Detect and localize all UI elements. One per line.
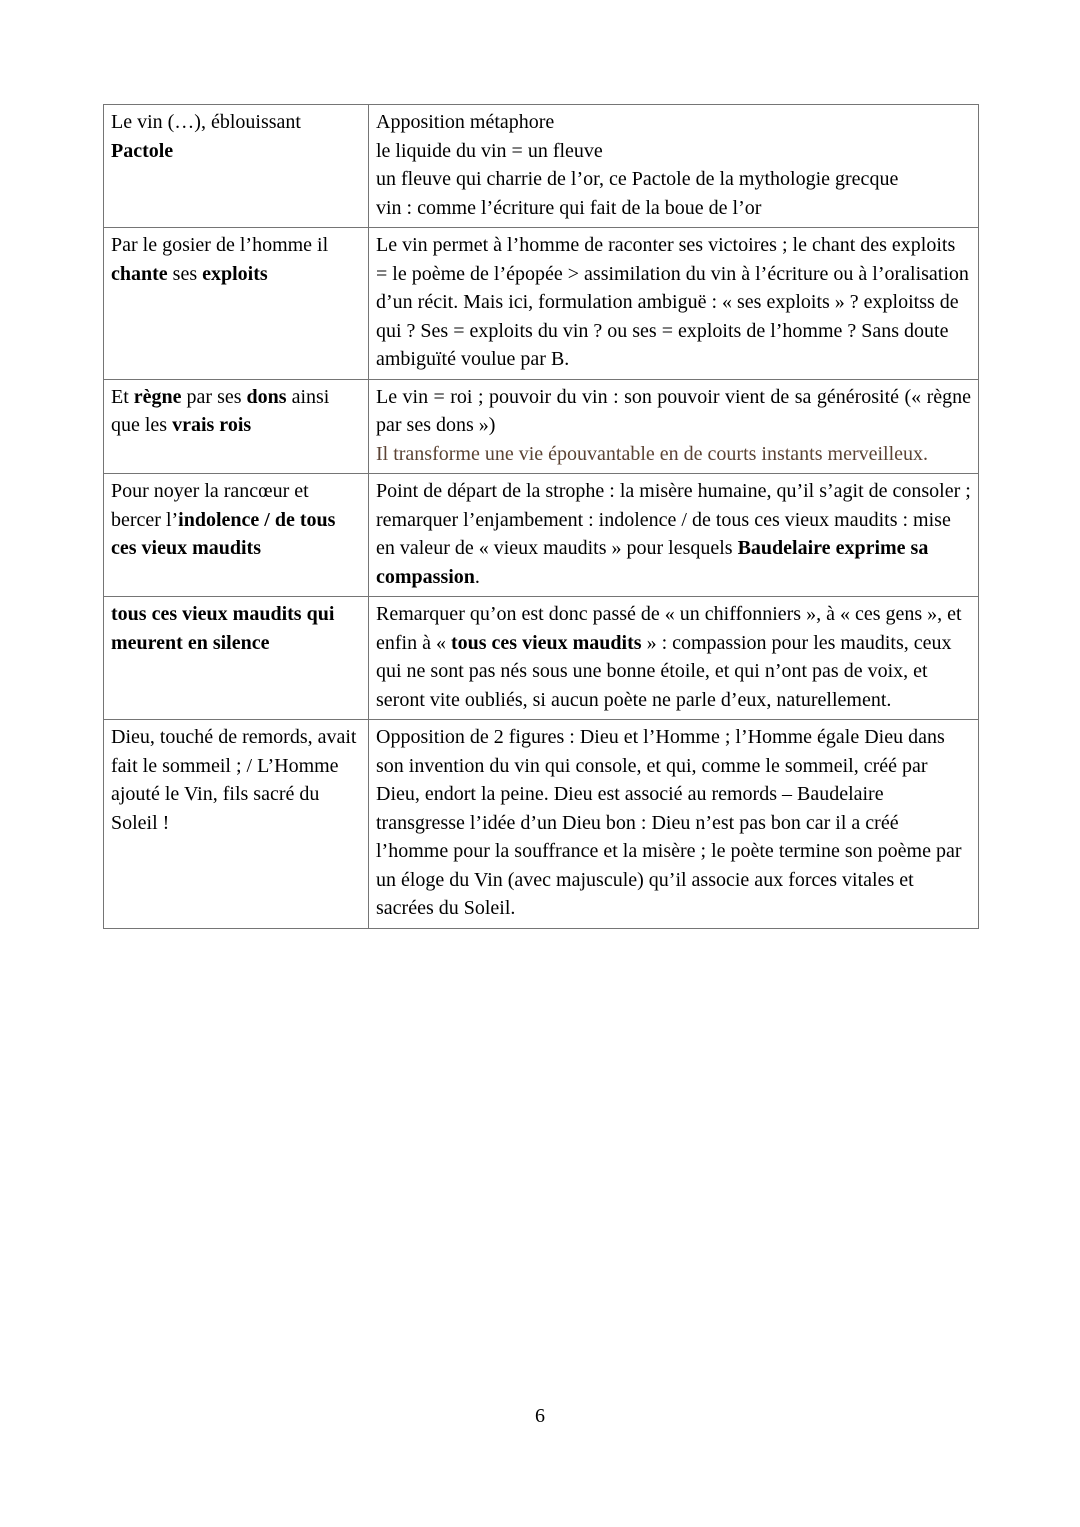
paragraph	[111, 231, 361, 288]
paragraph	[376, 137, 971, 166]
paragraph	[111, 383, 361, 440]
bold-text: Baudelaire exprime sa compassion	[376, 537, 929, 588]
bold-text: tous ces vieux maudits qui meurent en silence	[111, 603, 335, 654]
quote-cell	[104, 228, 369, 380]
analysis-cell	[369, 474, 979, 597]
text: Le vin (…), éblouissant	[111, 111, 301, 133]
quote-cell	[104, 720, 369, 929]
table-row	[104, 720, 979, 929]
bold-text: exploits	[202, 262, 268, 285]
text: Point de départ de la strophe : la misère humaine, qu’il s’agit de consoler ;	[376, 480, 971, 502]
quote-cell	[104, 105, 369, 228]
analysis-cell	[369, 720, 979, 929]
bold-text: vrais rois	[172, 414, 252, 436]
paragraph	[376, 231, 971, 374]
analysis-cell	[369, 597, 979, 720]
paragraph	[376, 723, 971, 923]
bold-text: tous ces vieux maudits	[450, 631, 642, 654]
paragraph	[376, 440, 971, 469]
quote-cell	[104, 379, 369, 474]
text: Par le gosier de l’homme il	[111, 234, 329, 256]
paragraph	[111, 723, 361, 837]
text: vin : comme l’écriture qui fait de la boue de l’or	[376, 196, 762, 219]
text: un fleuve qui charrie de l’or, ce Pactole de la mythologie grecque	[376, 168, 899, 190]
text: » : compassion pour les maudits, ceux qui ne sont pas nés sous une bonne étoile, et qui n’ont pas de voix, et seront vite oubliés, si aucun poète ne parle d’eux, naturellement.	[376, 631, 952, 711]
bold-text: règne	[133, 385, 182, 408]
page-number: 6	[535, 1405, 545, 1427]
text: remarquer l’enjambement : indolence / de tous ces vieux maudits : mise en valeur de « vieux maudits » pour lesquels	[376, 508, 951, 559]
text: Dieu, touché de remords, avait fait le sommeil ; / L’Homme ajouté le Vin, fils sacré du Soleil !	[111, 726, 357, 834]
table-row	[104, 597, 979, 720]
table-row	[104, 105, 979, 228]
paragraph	[376, 506, 971, 592]
text: ainsi que les	[111, 385, 330, 436]
table-row	[104, 379, 979, 474]
table-row	[104, 228, 979, 380]
analysis-cell	[369, 105, 979, 228]
text: Opposition de 2 figures : Dieu et l’Homme ; l’Homme égale Dieu dans son invention du vin qui console, et qui, comme le sommeil, créé par Dieu, endort la peine. Dieu est associé au remords – Baudelaire transgresse l’idée d’un Dieu bon : Dieu n’est pas bon car il a créé l’homme pour la souffrance et la misère ; le poète termine son poème par un éloge du Vin (avec majuscule) qu’il associe aux forces vitales et sacrées du Soleil.	[376, 726, 962, 919]
quote-cell	[104, 474, 369, 597]
paragraph	[376, 165, 971, 194]
text: .	[474, 565, 480, 588]
text: Pour noyer la rancœur et bercer l’	[111, 480, 309, 531]
bold-text: dons	[246, 385, 287, 408]
analysis-table-body	[104, 105, 979, 929]
analysis-cell	[369, 379, 979, 474]
paragraph	[111, 600, 361, 657]
text: par ses	[181, 385, 247, 408]
text: Remarquer qu’on est donc passé de « un chiffonniers », à « ces gens », et enfin à «	[376, 603, 962, 654]
text: Il transforme une vie épouvantable en de courts instants merveilleux.	[376, 442, 929, 465]
text: ses	[167, 262, 203, 285]
quote-cell	[104, 597, 369, 720]
paragraph	[111, 108, 361, 165]
paragraph	[376, 108, 971, 137]
bold-text: chante	[111, 262, 168, 285]
paragraph	[376, 600, 971, 714]
paragraph	[376, 194, 971, 223]
paragraph	[111, 477, 361, 563]
text: le liquide du vin = un fleuve	[376, 139, 603, 162]
text: Et	[111, 385, 134, 408]
analysis-cell	[369, 228, 979, 380]
text: Apposition métaphore	[376, 111, 555, 133]
paragraph	[376, 383, 971, 440]
table-row	[104, 474, 979, 597]
paragraph	[376, 477, 971, 506]
analysis-table	[103, 104, 979, 929]
bold-text: indolence / de tous ces vieux maudits	[111, 508, 336, 559]
text: Le vin permet à l’homme de raconter ses victoires ; le chant des exploits = le poème de l’épopée > assimilation du vin à l’écriture ou à l’oralisation d’un récit. Mais ici, formulation ambiguë : « ses exploits » ? exploitss de qui ? Ses = exploits du vin ? ou ses = exploits de l’homme ? Sans doute ambiguïté voulue par B.	[376, 234, 969, 370]
text: Le vin = roi ; pouvoir du vin : son pouvoir vient de sa générosité (« règne par ses dons »)	[376, 385, 971, 436]
bold-text: Pactole	[111, 139, 174, 162]
